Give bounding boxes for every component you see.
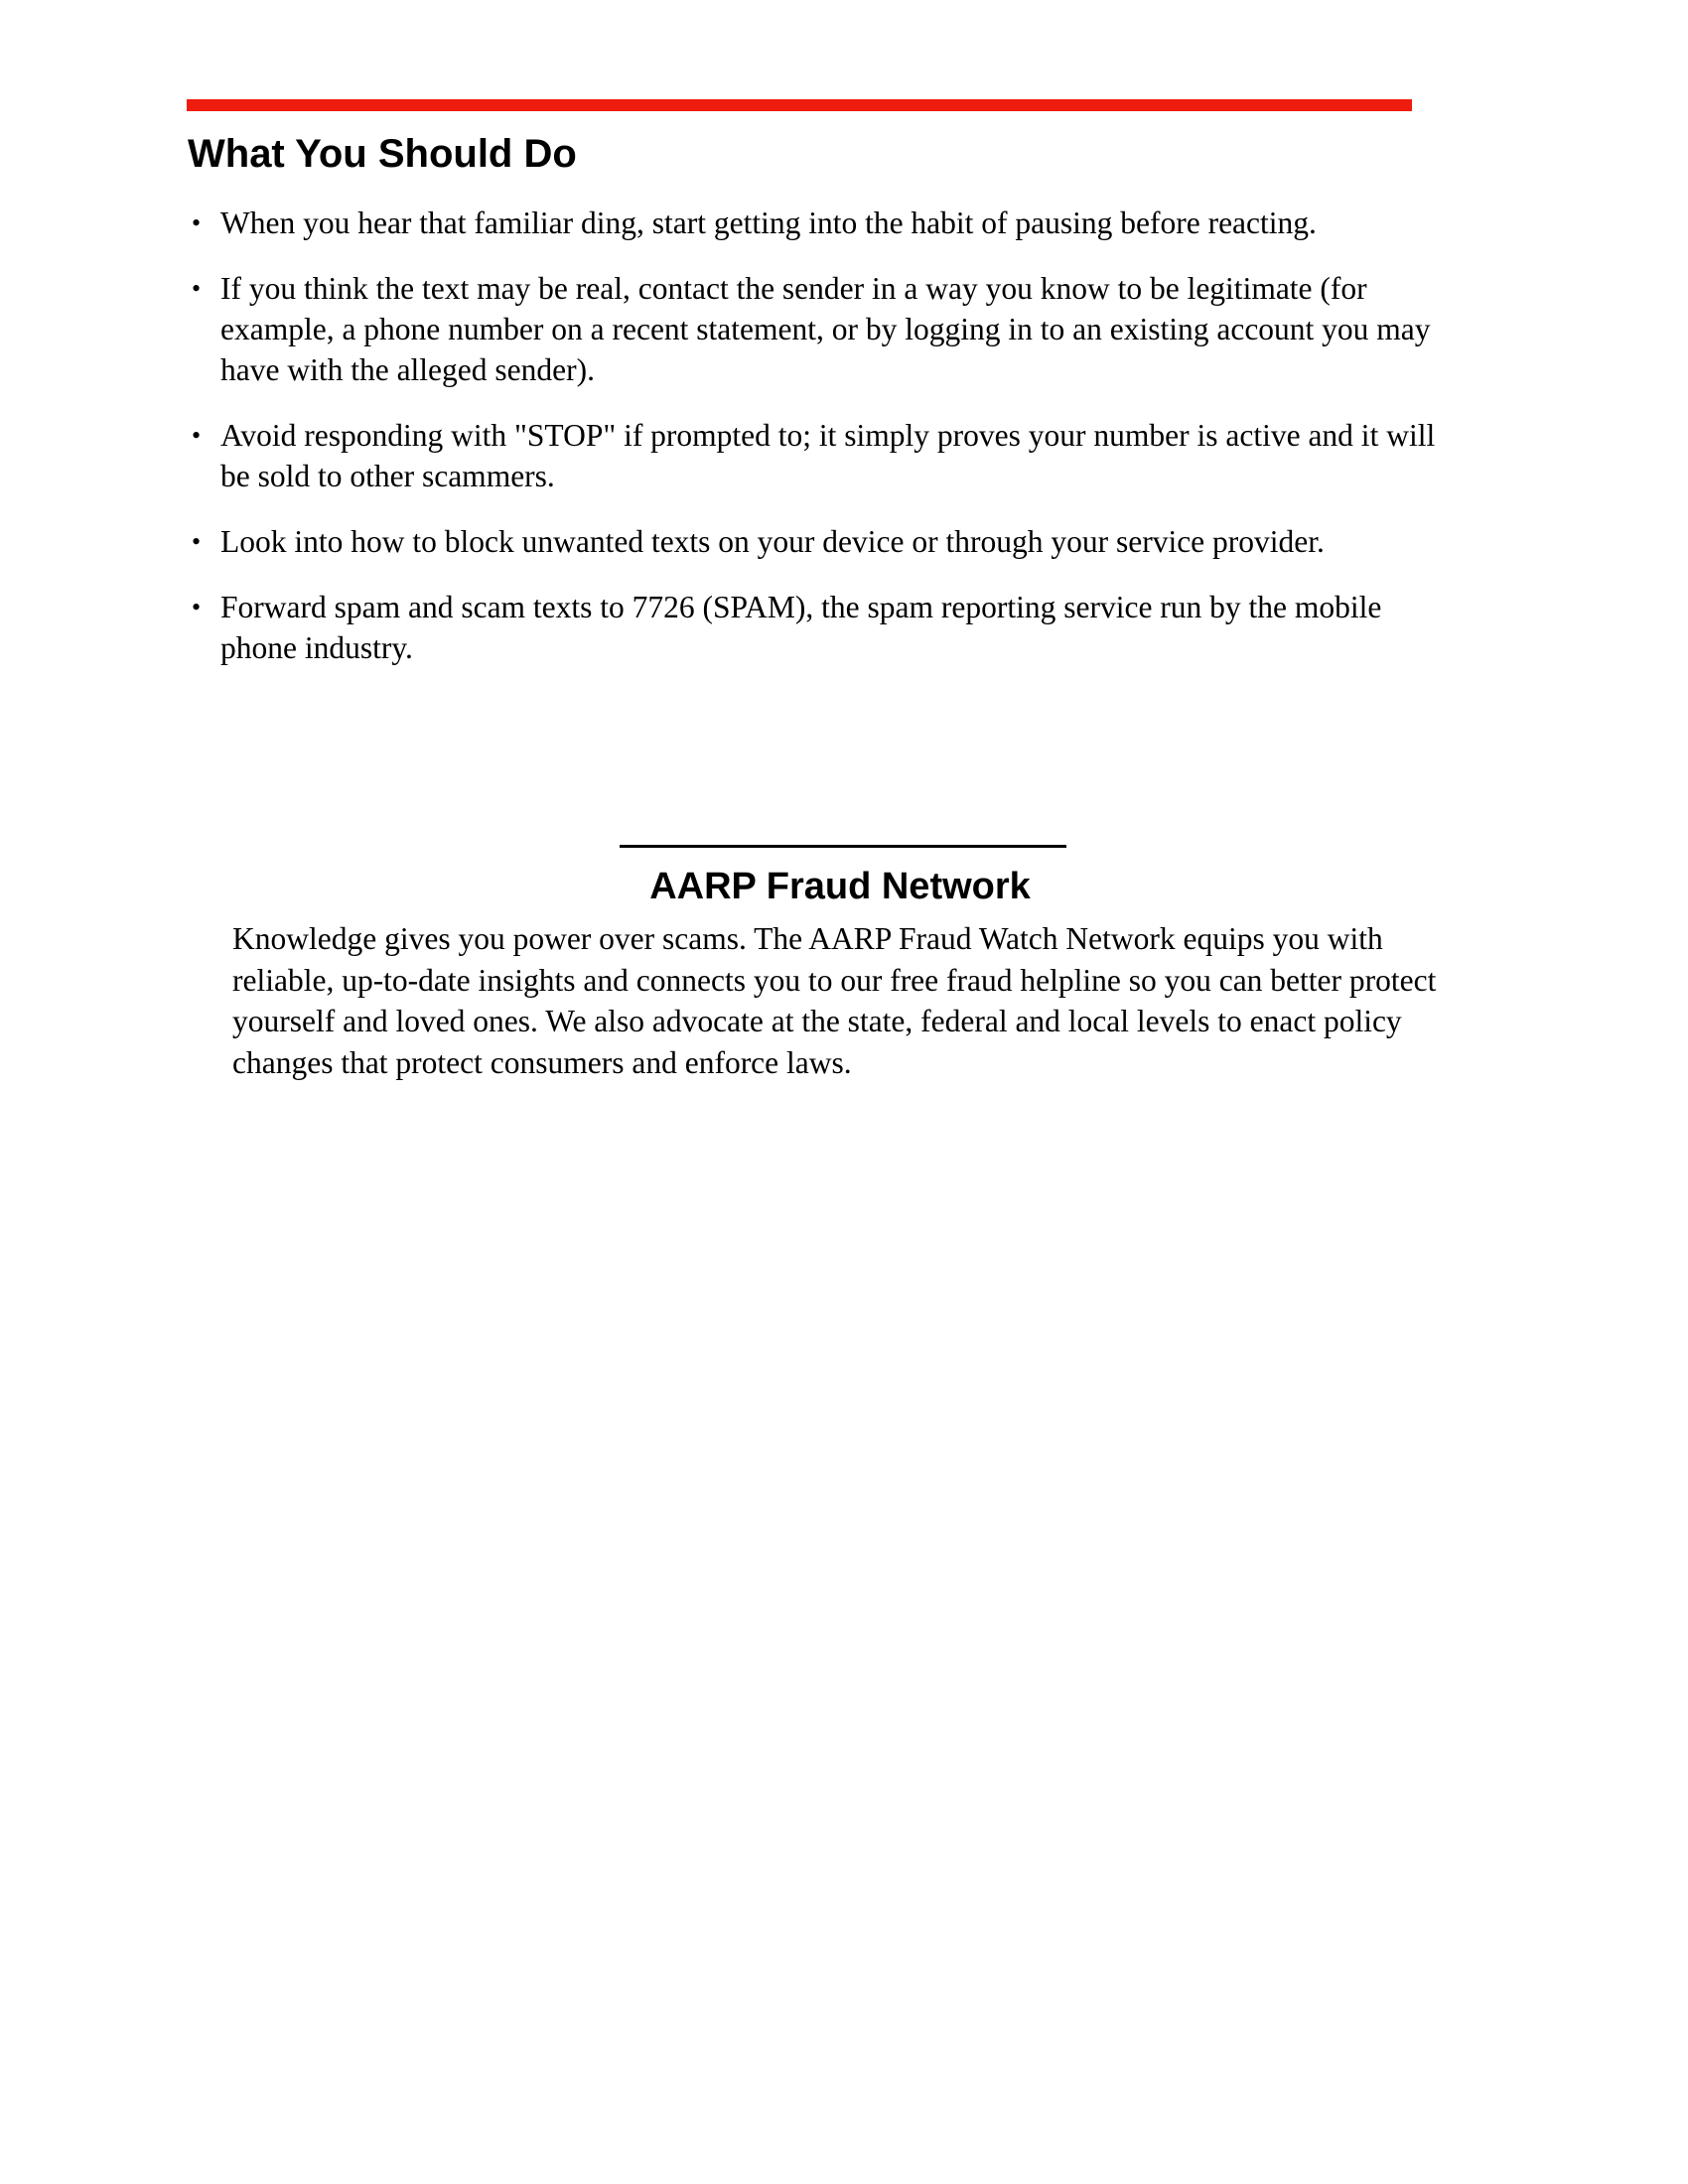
- organization-paragraph: Knowledge gives you power over scams. The AARP Fraud Watch Network equips you with reliable, up-to-date insights and connects you to our free fraud helpline so you can better protect yourself and loved ones. We also advocate at the state, federal and local levels to enact policy changes that protect consumers and enforce laws.: [232, 921, 1437, 1080]
- list-item: [188, 521, 1439, 562]
- organization-heading-text: AARP Fraud Network: [649, 866, 1031, 907]
- section-divider: [620, 845, 1066, 848]
- tip-text: When you hear that familiar ding, start getting into the habit of pausing before reacting.: [220, 205, 1317, 240]
- list-item: [188, 268, 1439, 390]
- tip-text: Avoid responding with "STOP" if prompted to; it simply proves your number is active and it will be sold to other scammers.: [220, 418, 1436, 493]
- bullet-icon: •: [192, 527, 202, 556]
- list-item: [188, 415, 1439, 496]
- tip-text: If you think the text may be real, contact the sender in a way you know to be legitimate (for example, a phone number on a recent statement, or by logging in to an existing account you may have with the alleged sender).: [220, 271, 1431, 387]
- list-item: [188, 587, 1439, 668]
- organization-heading: [0, 864, 1688, 909]
- bullet-icon: •: [192, 274, 202, 303]
- bullet-icon: •: [192, 208, 202, 237]
- bullet-icon: •: [192, 593, 202, 621]
- tip-text: Forward spam and scam texts to 7726 (SPAM), the spam reporting service run by the mobile phone industry.: [220, 590, 1382, 665]
- tips-list: [188, 203, 1439, 693]
- tip-text: Look into how to block unwanted texts on your device or through your service provider.: [220, 524, 1325, 559]
- section-heading: What You Should Do: [188, 132, 577, 176]
- bullet-icon: •: [192, 421, 202, 450]
- top-accent-rule: [187, 99, 1412, 111]
- list-item: [188, 203, 1439, 243]
